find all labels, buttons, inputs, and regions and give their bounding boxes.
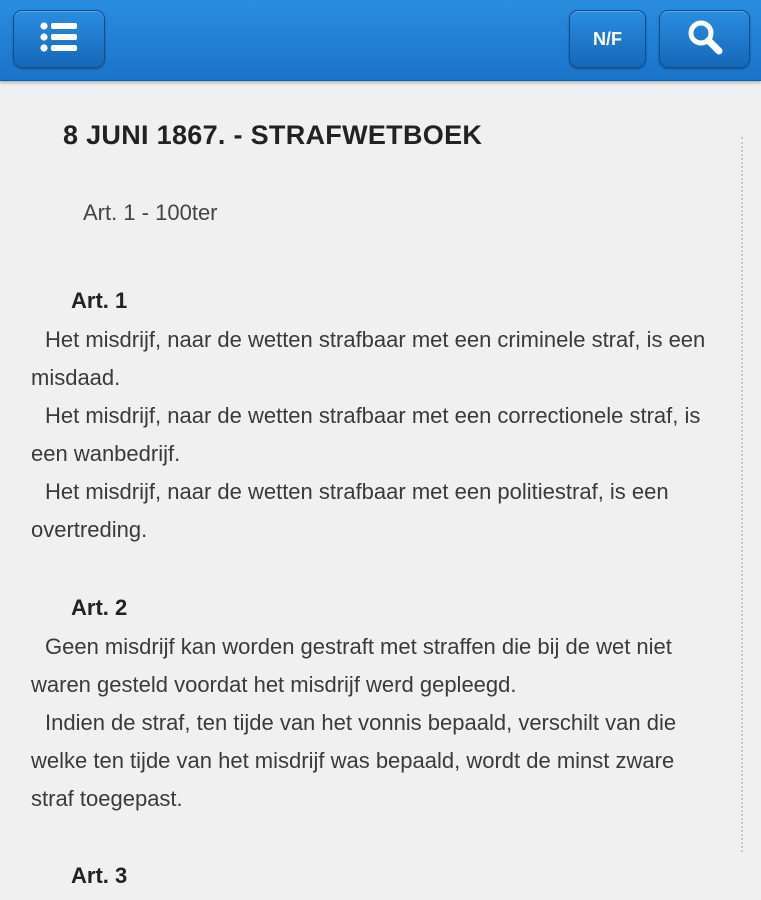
- menu-button[interactable]: [13, 10, 105, 68]
- article-paragraph: Het misdrijf, naar de wetten strafbaar met een criminele straf, is een misdaad.: [31, 327, 706, 390]
- article-2: [31, 594, 721, 818]
- article-paragraph: Geen misdrijf kan worden gestraft met straffen die bij de wet niet waren gesteld voordat het misdrijf werd gepleegd.: [31, 634, 672, 697]
- top-toolbar: [0, 0, 761, 81]
- article-paragraph: Het misdrijf, naar de wetten strafbaar met een politiestraf, is een overtreding.: [31, 479, 669, 542]
- search-button[interactable]: [659, 10, 750, 68]
- list-icon: [39, 20, 79, 59]
- article-heading: Art. 1: [71, 288, 128, 313]
- scrollbar[interactable]: [741, 137, 743, 852]
- search-icon: [686, 18, 724, 61]
- article-paragraph: Het misdrijf, naar de wetten strafbaar met een correctionele straf, is een wanbedrijf.: [31, 403, 701, 466]
- article-3: [31, 862, 721, 890]
- article-paragraph: Indien de straf, ten tijde van het vonnis bepaald, verschilt van die welke ten tijde van het misdrijf was bepaald, wordt de minst zware straf toegepast.: [31, 710, 677, 811]
- article-range: Art. 1 - 100ter: [83, 200, 218, 225]
- article-heading: Art. 2: [71, 595, 128, 620]
- article-1: [31, 287, 721, 549]
- document-title: 8 JUNI 1867. - STRAFWETBOEK: [63, 120, 483, 150]
- nf-button-label: N/F: [593, 28, 622, 49]
- article-heading: Art. 3: [71, 863, 128, 888]
- nf-language-button[interactable]: [569, 10, 646, 68]
- document-content: [0, 82, 761, 900]
